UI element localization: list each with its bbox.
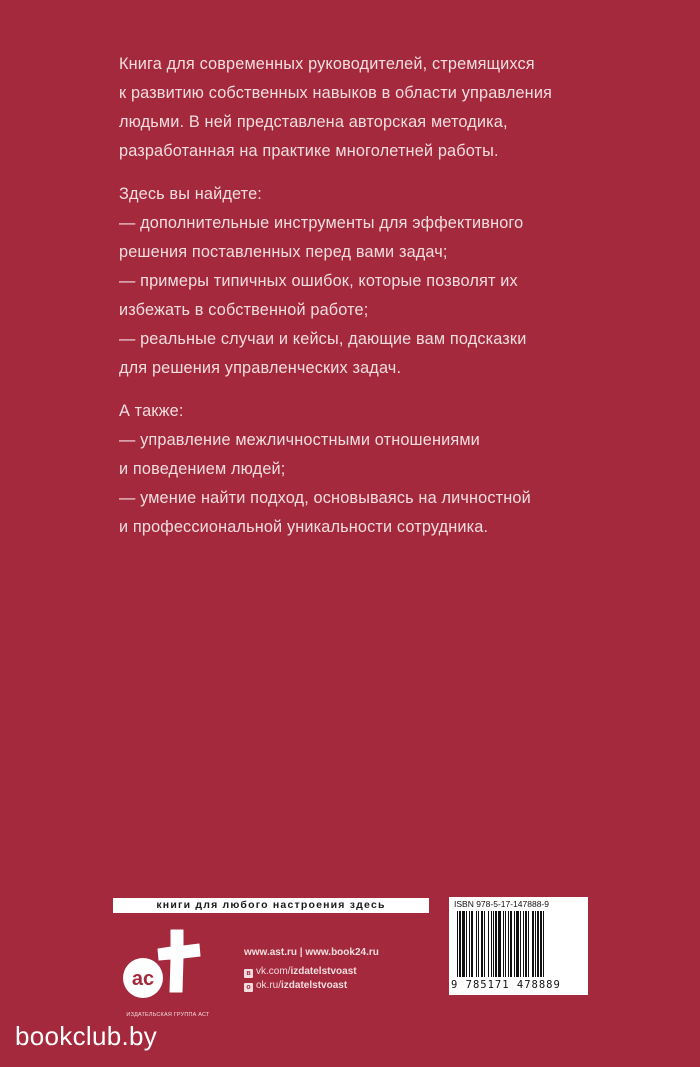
barcode-bar xyxy=(459,911,461,977)
vk-link-prefix: vk.com/ xyxy=(256,966,291,977)
ok-link[interactable] xyxy=(244,980,347,992)
text-line: и профессиональной уникальности сотрудника. xyxy=(119,518,489,536)
barcode-bar xyxy=(481,911,483,977)
ok-link-handle: izdatelstvoast xyxy=(281,980,348,991)
watermark: bookclub.by xyxy=(15,1021,158,1051)
ean-digits: 9 785171 478889 xyxy=(451,979,561,991)
vk-link-handle: izdatelstvoast xyxy=(290,966,357,977)
text-line: людьми. В ней представлена авторская методика, xyxy=(119,113,508,131)
barcode-bar xyxy=(537,911,539,977)
barcode-bar xyxy=(466,911,467,977)
ast-logo-icon xyxy=(113,922,223,1012)
vk-link[interactable] xyxy=(244,966,357,978)
text-line: — примеры типичных ошибок, которые позволят их xyxy=(119,272,518,290)
slogan-banner: книги для любого настроения здесь xyxy=(113,898,429,913)
barcode-bar xyxy=(505,911,506,977)
text-line: — умение найти подход, основываясь на личностной xyxy=(119,489,531,507)
text-line: и поведением людей; xyxy=(119,460,286,478)
ok-icon: о xyxy=(244,983,253,992)
barcode-bar xyxy=(523,911,524,977)
barcode-bars xyxy=(457,911,583,977)
barcode-bar xyxy=(462,911,465,977)
barcode-bar xyxy=(508,911,509,977)
text-line: Книга для современных руководителей, стремящихся xyxy=(119,55,535,73)
description-text xyxy=(119,50,599,556)
text-line: к развитию собственных навыков в области управления xyxy=(119,84,553,102)
text-line: — управление межличностными отношениями xyxy=(119,431,480,449)
website-links[interactable]: www.ast.ru | www.book24.ru xyxy=(244,947,379,958)
text-line: избежать в собственной работе; xyxy=(119,301,369,319)
barcode-bar xyxy=(457,911,458,977)
barcode-bar xyxy=(498,911,501,977)
logo-text: ac xyxy=(131,968,155,990)
barcode-bar xyxy=(520,911,521,977)
text-line: — дополнительные инструменты для эффективного xyxy=(119,214,524,232)
text-line: разработанная на практике многолетней работы. xyxy=(119,142,499,160)
barcode-bar xyxy=(469,911,470,977)
also-paragraph xyxy=(119,397,599,542)
barcode-bar xyxy=(484,911,485,977)
ok-link-prefix: ok.ru/ xyxy=(256,980,282,991)
barcode-bar xyxy=(510,911,512,977)
barcode-bar xyxy=(525,911,527,977)
features-paragraph xyxy=(119,180,599,383)
barcode-bar xyxy=(540,911,542,977)
barcode-bar xyxy=(528,911,529,977)
vk-icon: в xyxy=(244,969,253,978)
isbn-text: ISBN 978-5-17-147888-9 xyxy=(454,899,549,909)
text-line: Здесь вы найдете: xyxy=(119,185,262,203)
barcode-bar xyxy=(514,911,515,977)
intro-paragraph xyxy=(119,50,599,166)
barcode-bar xyxy=(543,911,544,977)
barcode-bar xyxy=(493,911,494,977)
barcode-bar xyxy=(535,911,536,977)
barcode-bar xyxy=(476,911,477,977)
logo-caption: ИЗДАТЕЛЬСКАЯ ГРУППА АСТ xyxy=(126,1012,210,1018)
barcode-bar xyxy=(503,911,504,977)
barcode-bar xyxy=(495,911,497,977)
barcode-bar xyxy=(488,911,489,977)
ast-logo xyxy=(113,922,223,1012)
barcode-bar xyxy=(491,911,492,977)
barcode-bar xyxy=(471,911,473,977)
barcode-bar xyxy=(478,911,479,977)
text-line: — реальные случаи и кейсы, дающие вам подсказки xyxy=(119,330,527,348)
text-line: для решения управленческих задач. xyxy=(119,359,402,377)
text-line: решения поставленных перед вами задач; xyxy=(119,243,448,261)
text-line: А также: xyxy=(119,402,184,420)
barcode xyxy=(449,897,588,995)
barcode-bar xyxy=(532,911,534,977)
barcode-bar xyxy=(516,911,519,977)
